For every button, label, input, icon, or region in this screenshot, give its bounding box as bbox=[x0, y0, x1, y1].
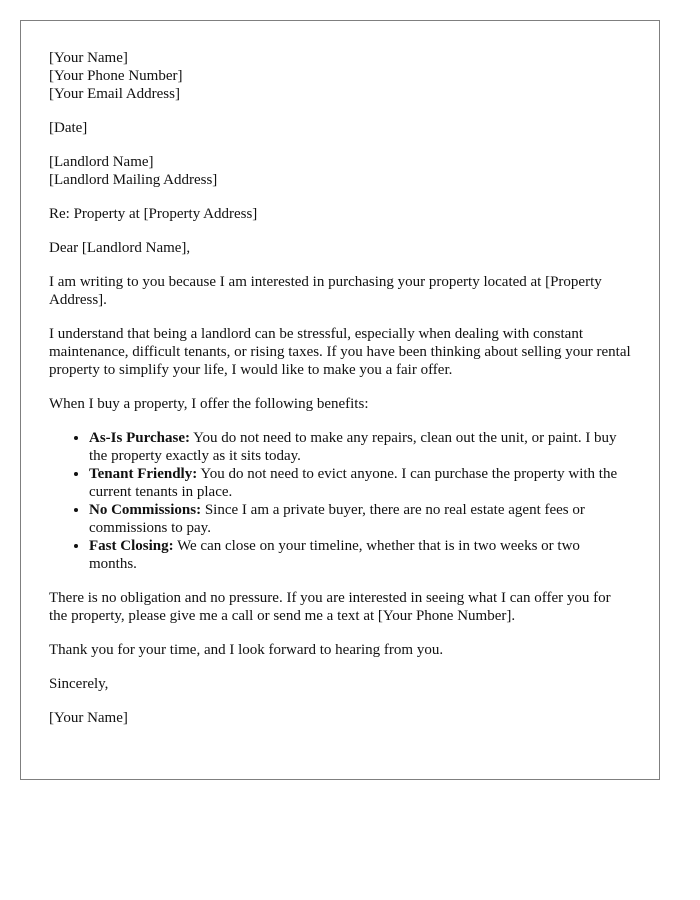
benefit-title: Fast Closing: bbox=[89, 538, 174, 554]
benefits-intro: When I buy a property, I offer the following benefits: bbox=[49, 396, 369, 412]
recipient-address: [Landlord Mailing Address] bbox=[49, 172, 218, 188]
benefit-text: We can close on your timeline, whether that is in two weeks or two months. bbox=[89, 538, 580, 572]
sender-email: [Your Email Address] bbox=[49, 86, 180, 102]
benefit-title: No Commissions: bbox=[89, 502, 202, 518]
signature: [Your Name] bbox=[49, 710, 128, 726]
closing: Sincerely, bbox=[49, 676, 109, 692]
benefit-item bbox=[89, 537, 631, 573]
benefit-item bbox=[89, 429, 631, 465]
letter-date: [Date] bbox=[49, 120, 88, 136]
benefit-item bbox=[89, 465, 631, 501]
letter-page bbox=[20, 20, 660, 780]
sender-phone: [Your Phone Number] bbox=[49, 68, 183, 84]
benefits-list bbox=[49, 429, 631, 573]
intro-paragraph: I am writing to you because I am interested in purchasing your property located at [Property Address]. bbox=[49, 274, 602, 308]
benefit-text: You do not need to evict anyone. I can purchase the property with the current tenants in place. bbox=[89, 466, 618, 500]
re-line: Re: Property at [Property Address] bbox=[49, 206, 258, 222]
no-obligation-paragraph: There is no obligation and no pressure. If you are interested in seeing what I can offer you for the property, please give me a call or send me a text at [Your Phone Number]. bbox=[49, 590, 611, 624]
recipient-name: [Landlord Name] bbox=[49, 154, 154, 170]
benefit-text: You do not need to make any repairs, clean out the unit, or paint. I buy the property exactly as it sits today. bbox=[89, 430, 617, 464]
recipient-block bbox=[49, 153, 631, 189]
sender-name: [Your Name] bbox=[49, 50, 128, 66]
understanding-paragraph: I understand that being a landlord can be stressful, especially when dealing with constant maintenance, difficult tenants, or rising taxes. If you have been thinking about selling your rental property to simplify your life, I would like to make you a fair offer. bbox=[49, 326, 631, 378]
sender-block bbox=[49, 49, 631, 103]
salutation: Dear [Landlord Name], bbox=[49, 240, 191, 256]
thanks-paragraph: Thank you for your time, and I look forward to hearing from you. bbox=[49, 642, 444, 658]
benefit-item bbox=[89, 501, 631, 537]
benefit-title: Tenant Friendly: bbox=[89, 466, 198, 482]
benefit-text: Since I am a private buyer, there are no real estate agent fees or commissions to pay. bbox=[89, 502, 585, 536]
benefit-title: As-Is Purchase: bbox=[89, 430, 190, 446]
